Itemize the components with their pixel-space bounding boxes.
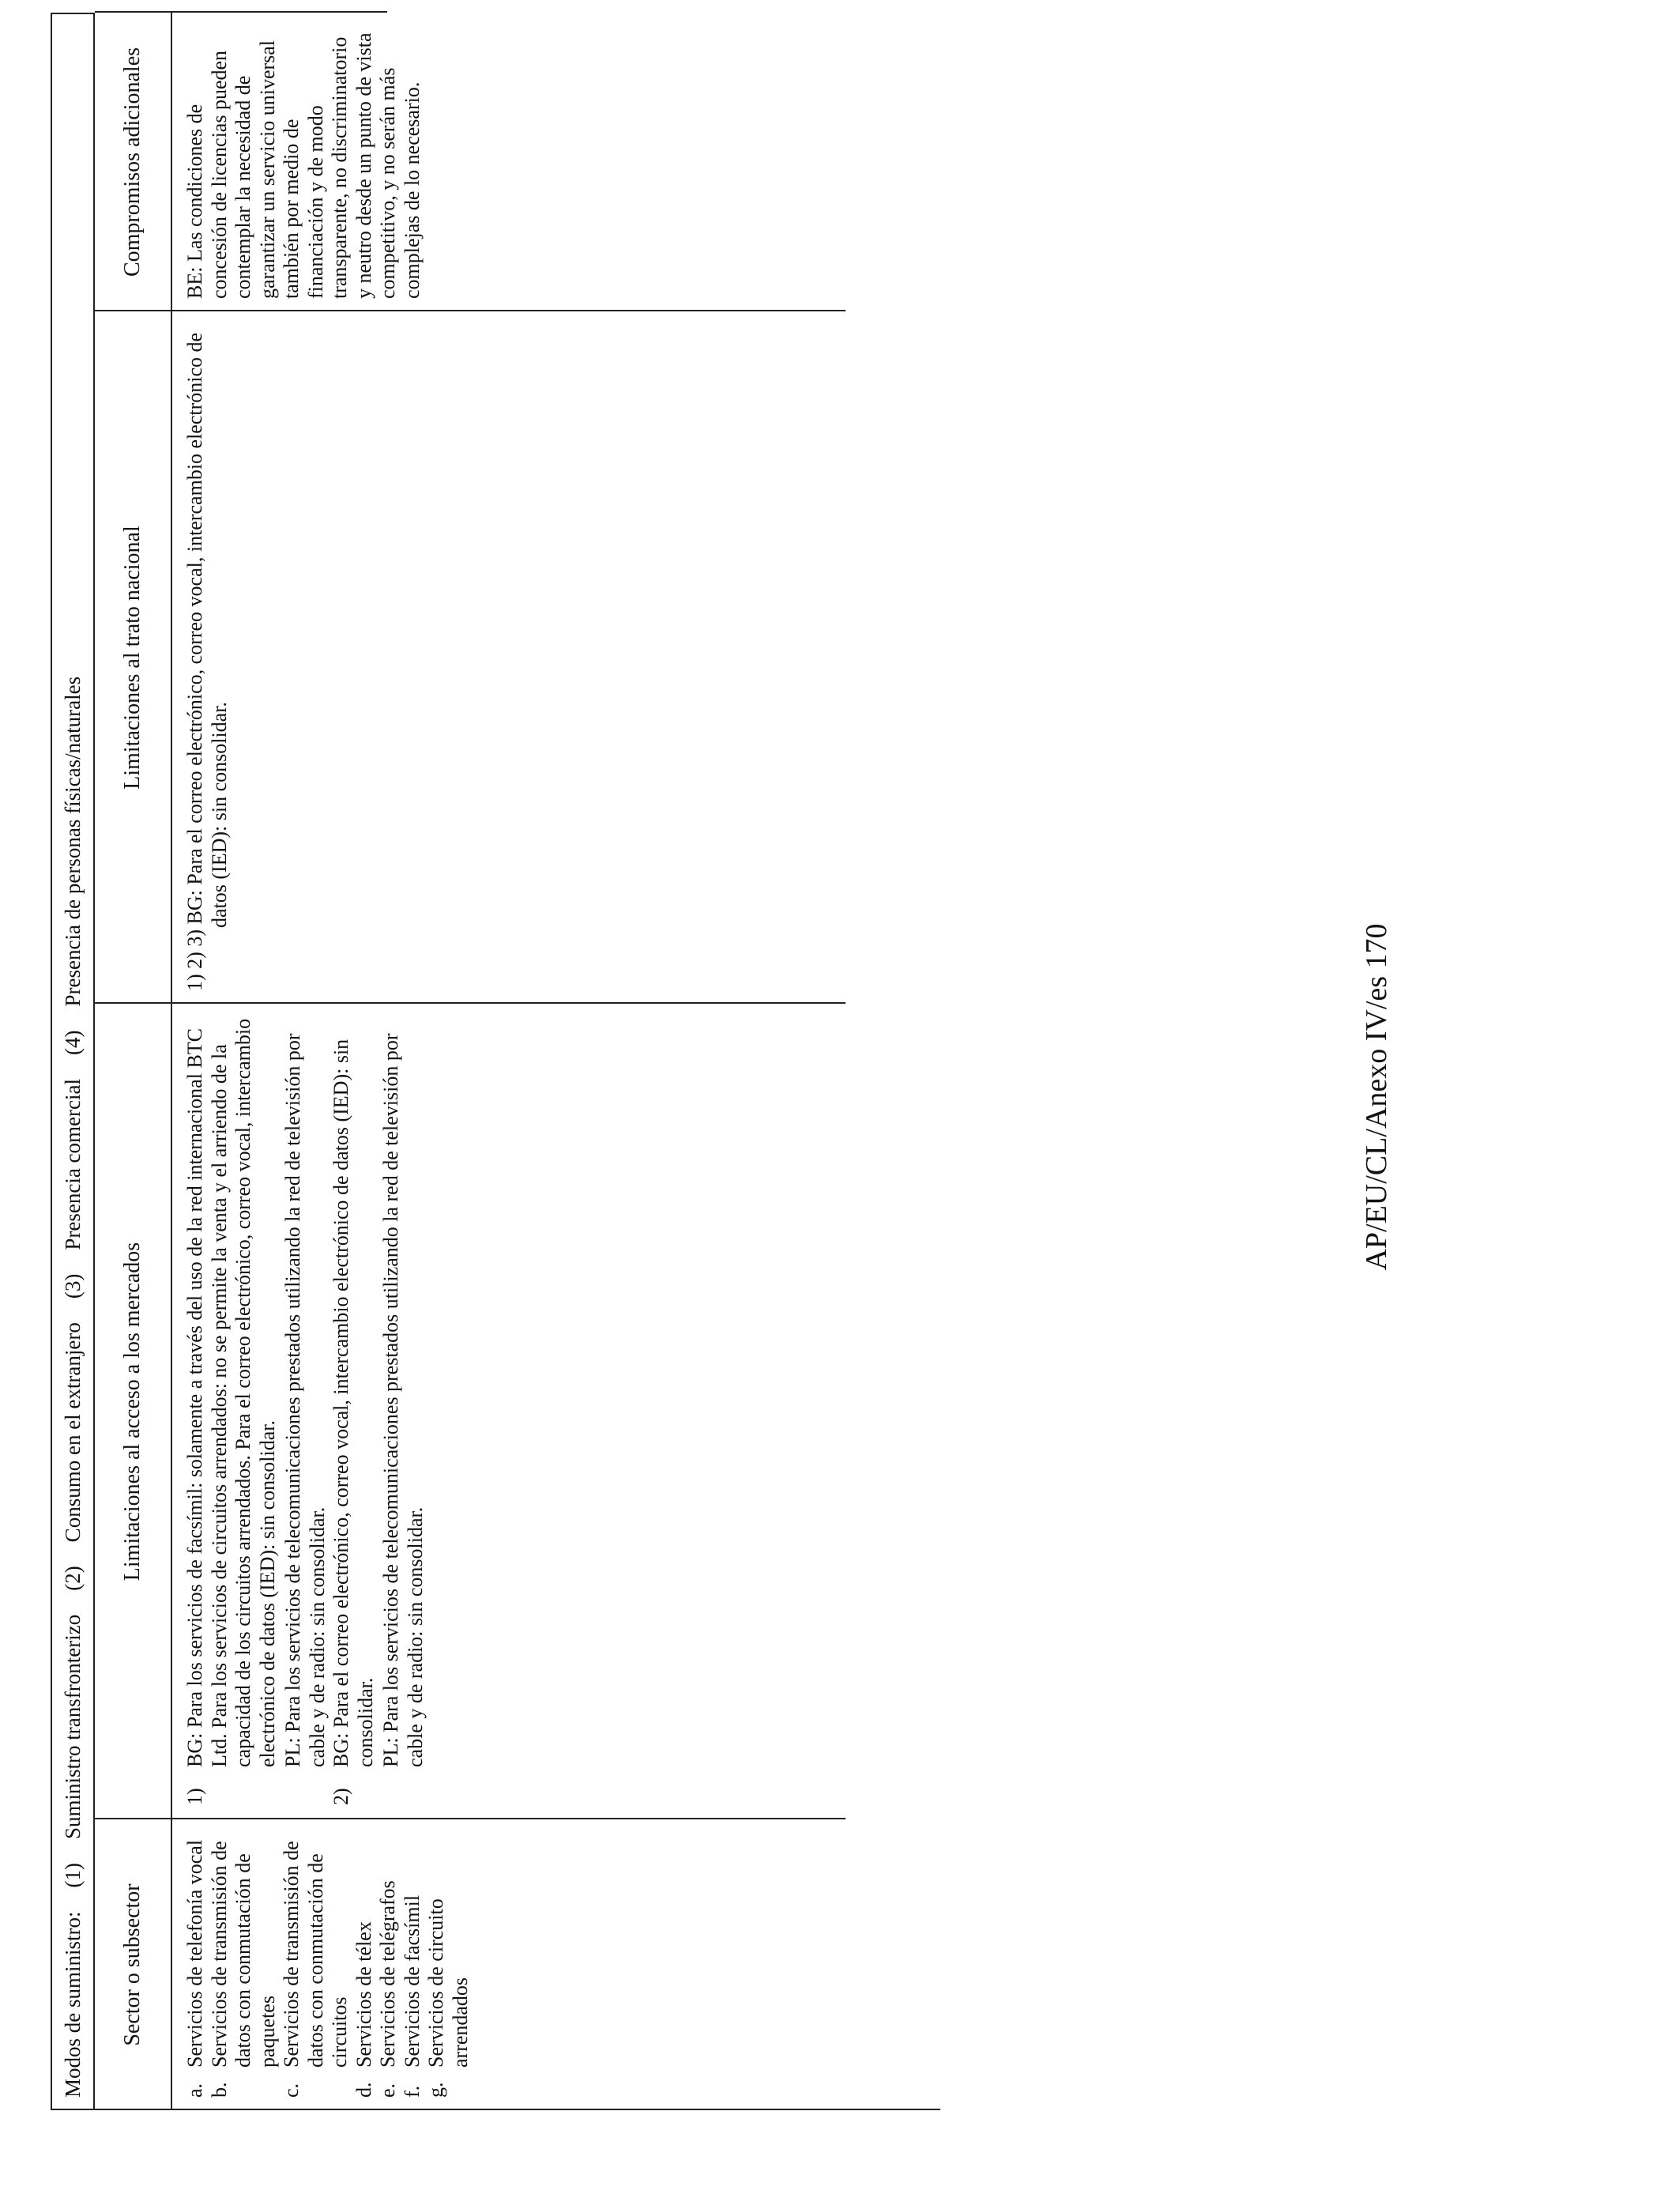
national-treatment-cell <box>183 324 232 991</box>
mode-number: 2) <box>330 1788 352 1805</box>
column-header-national-treatment: Limitaciones al trato nacional <box>120 526 145 790</box>
sector-text: Servicios de télex <box>352 1921 375 2068</box>
sector-letter: g. <box>424 2082 447 2098</box>
national-treatment-text: 1) 2) 3) BG: Para el correo electrónico, correo vocal, intercambio electrónico de datos (IED): sin consolidar. <box>183 332 231 991</box>
market-access-mode-1 <box>183 1016 330 1807</box>
mode-number: 1) <box>183 1788 206 1805</box>
sector-letter: c. <box>280 2083 303 2098</box>
market-access-mode-2 <box>330 1016 428 1807</box>
supply-modes-bar <box>51 13 95 2110</box>
mode-4-number: (4) <box>60 1030 85 1055</box>
column-header-market-access: Limitaciones al acceso a los mercados <box>120 1242 145 1581</box>
list-item <box>280 1830 352 2099</box>
sector-cell <box>183 1830 473 2099</box>
list-item <box>376 1830 401 2099</box>
sector-letter: f. <box>400 2085 424 2098</box>
list-item <box>401 1830 425 2099</box>
market-access-cell <box>183 1016 428 1807</box>
sector-letter: e. <box>376 2083 399 2098</box>
column-header-sector: Sector o subsector <box>120 1883 145 2046</box>
sector-text: Servicios de facsímil <box>400 1894 424 2068</box>
commitments-table <box>95 13 846 2110</box>
sector-text: Servicios de telefonía vocal <box>183 1839 206 2068</box>
market-access-pl-text: PL: Para los servicios de telecomunicaciones prestados utilizando la red de televisión por cable y de radio: sin consolidar. <box>281 1033 329 1767</box>
mode-1-name: Suministro transfronterizo <box>60 1614 85 1839</box>
list-item <box>424 1830 473 2099</box>
sector-text: Servicios de transmisión de datos con conmutación de circuitos <box>280 1841 351 2068</box>
sector-letter: b. <box>207 2082 231 2098</box>
col-divider-3 <box>95 310 846 311</box>
list-item <box>352 1830 377 2099</box>
list-item <box>183 1830 208 2099</box>
sector-text: Servicios de telégrafos <box>376 1880 399 2068</box>
header-divider <box>171 13 172 2110</box>
supply-modes-label: Modos de suministro: <box>60 1911 85 2098</box>
additional-commitments-text: BE: Las condiciones de concesión de licencias pueden contemplar la necesidad de garantizar un servicio universal también por medio de financiación y de modo transparente, no discriminatorio y neutro desde un punto de vista competitivo, y no serán más complejas de lo necesario. <box>183 32 424 299</box>
mode-3-number: (3) <box>60 1273 85 1299</box>
col-divider-2 <box>95 1002 846 1004</box>
additional-commitments-cell <box>183 25 424 299</box>
sector-text: Servicios de transmisión de datos con conmutación de paquetes <box>207 1841 279 2068</box>
mode-1-number: (1) <box>60 1863 85 1888</box>
mode-2-number: (2) <box>60 1566 85 1591</box>
page-footer: AP/EU/CL/Anexo IV/es 170 <box>1360 923 1393 1271</box>
market-access-bg-text: BG: Para el correo electrónico, correo vocal, intercambio electrónico de datos (IED): sin consolidar. <box>330 1039 377 1767</box>
list-item <box>208 1830 281 2099</box>
column-header-additional: Compromisos adicionales <box>120 47 145 277</box>
mode-2-name: Consumo en el extranjero <box>60 1322 85 1543</box>
market-access-bg-text: BG: Para los servicios de facsímil: solamente a través del uso de la red internacional BTC Ltd. Para los servicios de circuitos arrendados: no se permite la venta y el arriendo de la capacidad de los circuitos arrendados. Para el correo electrónico, correo vocal, intercambio electrónico de datos (IED): sin consolidar. <box>183 1018 279 1767</box>
sector-list <box>183 1830 473 2099</box>
market-access-pl-text: PL: Para los servicios de telecomunicaciones prestados utilizando la red de televisión por cable y de radio: sin consolidar. <box>379 1033 427 1767</box>
mode-4-name: Presencia de personas físicas/naturales <box>60 676 85 1007</box>
sector-text: Servicios de circuito arrendados <box>424 1898 472 2068</box>
mode-3-name: Presencia comercial <box>60 1079 85 1250</box>
sector-letter: d. <box>352 2082 375 2098</box>
col-divider-1 <box>95 1818 846 1819</box>
table-left-border <box>95 2109 940 2110</box>
sector-letter: a. <box>183 2083 206 2098</box>
